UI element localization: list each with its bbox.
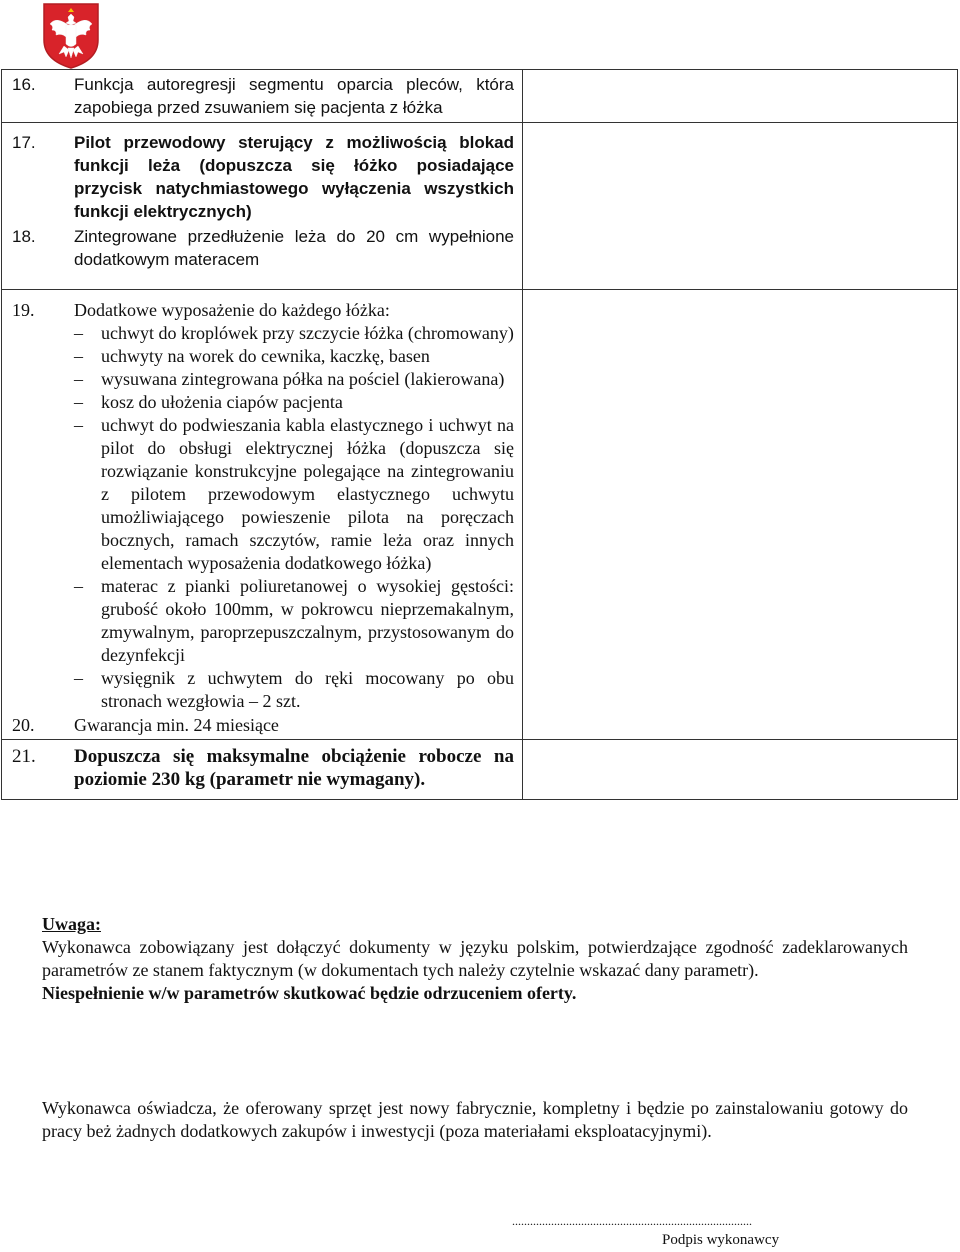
row-text: Funkcja autoregresji segmentu oparcia pleców, która zapobiega przed zsuwaniem się pacjenta z łóżka <box>74 75 514 117</box>
row-number: 17. <box>12 133 36 152</box>
signature-line: ................................................................................ <box>512 1214 752 1228</box>
list-item: – uchwyt do kroplówek przy szczycie łóżka (chromowany) <box>46 322 514 345</box>
row-text: Zintegrowane przedłużenie leża do 20 cm wypełnione dodatkowym materacem <box>74 227 514 269</box>
row-number: 18. <box>12 227 36 246</box>
list-item: – wysięgnik z uchwytem do ręki mocowany po obu stronach wezgłowia – 2 szt. <box>46 667 514 713</box>
row-number: 21. <box>12 746 36 767</box>
table-row <box>2 290 958 740</box>
table-row <box>2 740 958 800</box>
coat-of-arms-logo <box>42 2 100 70</box>
list-item: – uchwyt do podwieszania kabla elastycznego i uchwyt na pilot do obsługi elektrycznej łóżka (dopuszcza się rozwiązanie konstrukcyjne polegające na zintegrowaniu z pilotem przewodowym elastycznego uchwytu umożliwiającego powieszenie pilota na poręczach bocznych, ramach szczytów, ramie leża oraz innych elementach wyposażenia dodatkowego łóżka) <box>46 414 514 575</box>
row-text: Pilot przewodowy sterujący z możliwością blokad funkcji leża (dopuszcza się łóżko posiadające przycisk natychmiastowego wyłączenia wszystkich funkcji elektrycznych) <box>74 133 514 221</box>
row-number: 16. <box>12 75 36 94</box>
row-text: Dopuszcza się maksymalne obciążenie robocze na poziomie 230 kg (parametr nie wymagany). <box>74 746 514 790</box>
list-item: – kosz do ułożenia ciapów pacjenta <box>46 391 514 414</box>
value-cell <box>523 290 958 740</box>
table-row <box>2 123 958 290</box>
list-item: – uchwyty na worek do cewnika, kaczkę, basen <box>46 345 514 368</box>
value-cell <box>523 70 958 123</box>
value-cell <box>523 123 958 290</box>
declaration-text: Wykonawca oświadcza, że oferowany sprzęt jest nowy fabrycznie, kompletny i będzie po zainstalowaniu gotowy do pracy beż żadnych dodatkowych zakupów i inwestycji (poza materiałami eksploatacyjnymi). <box>42 1098 908 1141</box>
note-section <box>42 913 908 1005</box>
note-heading: Uwaga: <box>42 914 101 934</box>
table-row <box>2 70 958 123</box>
row-text: Dodatkowe wyposażenie do każdego łóżka: <box>74 300 390 320</box>
note-warning: Niespełnienie w/w parametrów skutkować będzie odrzuceniem oferty. <box>42 983 577 1003</box>
specification-table <box>1 69 958 800</box>
row-text: Gwarancja min. 24 miesiące <box>74 715 279 735</box>
equipment-list <box>12 322 514 713</box>
row-number: 19. <box>12 300 35 320</box>
list-item: – materac z pianki poliuretanowej o wysokiej gęstości: grubość około 100mm, w pokrowcu nieprzemakalnym, zmywalnym, paroprzepuszczalnym, przystosowanym do dezynfekcji <box>46 575 514 667</box>
row-number: 20. <box>12 715 35 735</box>
list-item: – wysuwana zintegrowana półka na pościel (lakierowana) <box>46 368 514 391</box>
value-cell <box>523 740 958 800</box>
declaration <box>42 1097 908 1143</box>
signature-label: Podpis wykonawcy <box>662 1232 780 1248</box>
note-body: Wykonawca zobowiązany jest dołączyć dokumenty w języku polskim, potwierdzające zgodność zadeklarowanych parametrów ze stanem faktycznym (w dokumentach tych należy czytelnie wskazać dany parametr). <box>42 937 908 980</box>
